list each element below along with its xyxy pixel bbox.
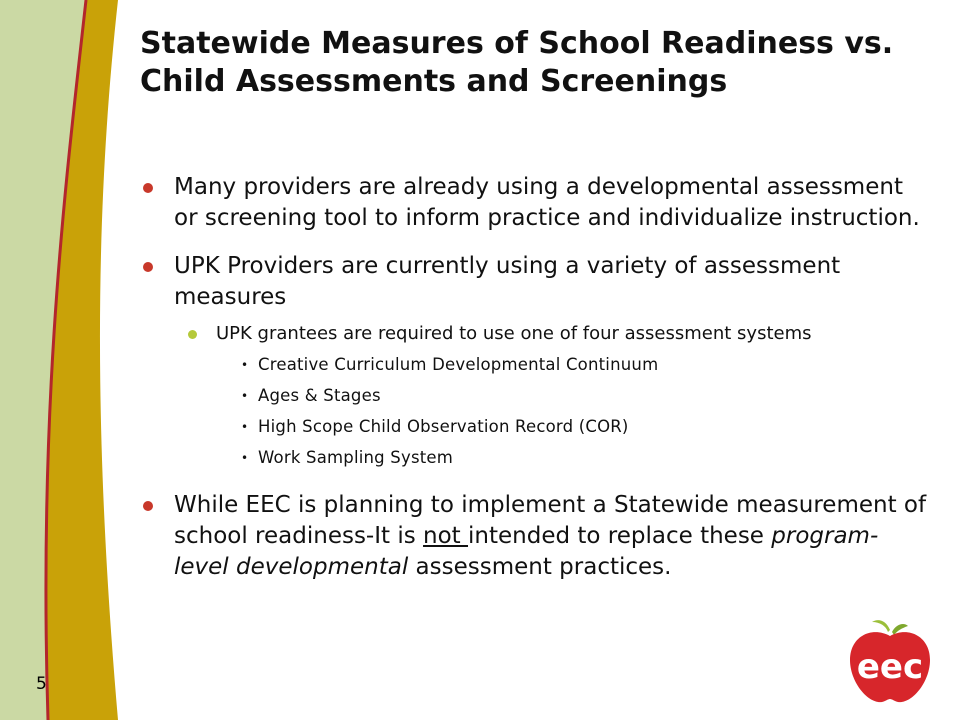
sub-bullet-item [174, 321, 930, 470]
eec-apple-logo [842, 616, 938, 706]
bullet-text-part: assessment practices. [408, 554, 672, 580]
sub-sub-item [241, 353, 930, 377]
italic-phrase: program-level developmental [174, 523, 879, 580]
bullet-text: Many providers are already using a developmental assessment or screening tool to inform practice and individualize instruction. [174, 174, 920, 231]
slide-title: Statewide Measures of School Readiness vs. Child Assessments and Screenings [140, 26, 894, 99]
sub-sub-list [241, 353, 930, 470]
dot-bullet-icon: • [241, 420, 249, 434]
sub-sub-text: Creative Curriculum Developmental Continuum [258, 355, 659, 374]
bullet-item [140, 172, 930, 234]
bullet-item [140, 490, 930, 583]
red-bullet-icon [143, 501, 153, 511]
dot-bullet-icon: • [241, 451, 249, 465]
sub-sub-item [241, 446, 930, 470]
sidebar-decoration [0, 0, 130, 720]
sub-sub-item [241, 384, 930, 408]
bullet-text-part: intended to replace these [468, 523, 772, 549]
page-number: 5 [36, 674, 47, 694]
sub-sub-text: Ages & Stages [258, 386, 381, 405]
bullet-list [140, 172, 930, 583]
sub-bullet-list [174, 321, 930, 470]
bullet-text: UPK Providers are currently using a variety of assessment measures [174, 253, 841, 310]
sub-sub-text: High Scope Child Observation Record (COR) [258, 417, 629, 436]
underlined-word: not [423, 523, 469, 549]
red-bullet-icon [143, 183, 153, 193]
bullet-item [140, 251, 930, 470]
green-bullet-icon [188, 330, 197, 339]
dot-bullet-icon: • [241, 389, 249, 403]
sub-bullet-text: UPK grantees are required to use one of four assessment systems [216, 323, 812, 344]
slide-content [140, 172, 930, 600]
dot-bullet-icon: • [241, 358, 249, 372]
red-bullet-icon [143, 262, 153, 272]
sub-sub-text: Work Sampling System [258, 448, 454, 467]
logo-text: eec [856, 647, 924, 687]
sub-sub-item [241, 415, 930, 439]
bullet-text-part: While EEC is planning to implement a Statewide measurement of school readiness-It is [174, 492, 927, 549]
